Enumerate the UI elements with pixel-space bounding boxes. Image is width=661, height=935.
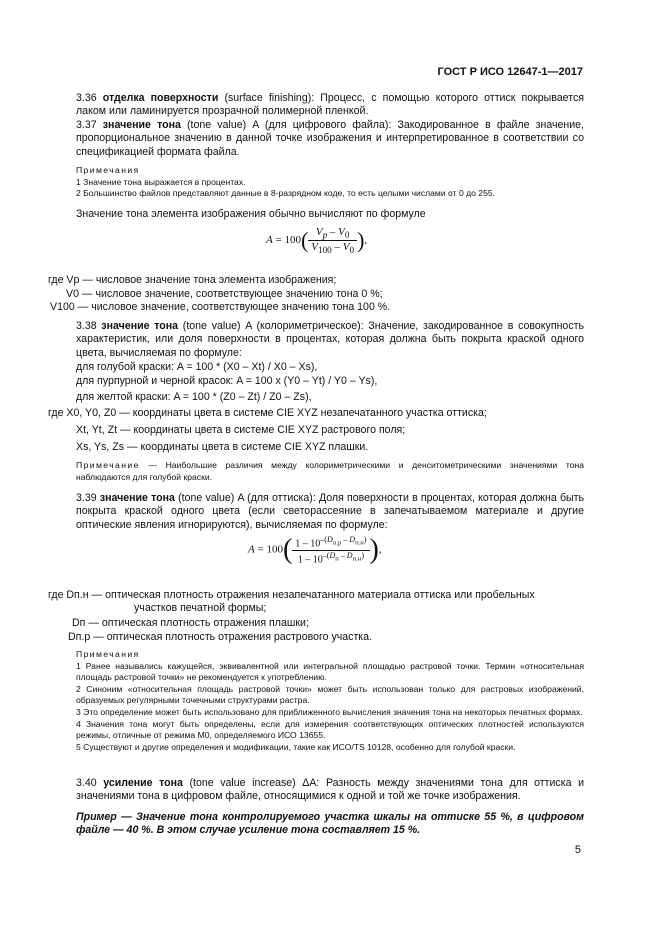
clause-3-39: 3.39 значение тона (tone value) A (для оттиска): Доля поверхности в процентах, которая должна быть покрыта краской одного цвета (если светорассеяние в запечатываемом материале и другие оптические явления игнорируются), вычисляемая по формуле: (76, 492, 584, 531)
where-xyz0: где X0, Y0, Z0 — координаты цвета в системе CIE XYZ незапечатанного участка оттиска; (48, 407, 487, 419)
formula-digital-tone: A = 100( $\frac{V_p - V_0}{V_{100} - V_0}$ ), (266, 226, 368, 256)
where-dpr: Dп.р — оптическая плотность отражения растрового участка. (68, 631, 373, 643)
example-text: Пример — Значение тона контролируемого участка шкалы на оттиске 55 %, в цифровом файле — 40 %. В этом случае усиление тона составляет 15 %. (76, 811, 584, 837)
clause-3-40: 3.40 усиление тона (tone value increase) ΔA: Разность между значениями тона для оттиска и значениями тона в цифровом файле, относящимися к одной и той же точке изображения. (76, 777, 584, 803)
standard-header: ГОСТ Р ИСО 12647-1—2017 (437, 66, 583, 78)
clause-3-38: 3.38 значение тона (tone value) A (колориметрическое): Значение, закодированное в совокупность характеристик, или доля поверхности в процентах, которая должна быть покрыта краской одного цвета, вычисляемая по формуле: (76, 320, 584, 359)
page-number: 5 (574, 844, 581, 856)
formula-yellow: для желтой краски: A = 100 * (Z0 – Zt) / Z0 – Zs), (76, 391, 312, 403)
formula-cyan: для голубой краски: A = 100 * (X0 – Xt) / X0 – Xs), (76, 361, 318, 373)
formula-print-tone: A = 100( $\frac{1 - 10^{-(D_{п.р} - D_{п.н})}}{1 - 10^{-(D_п - D_{п.н})}}$ ), (248, 534, 382, 565)
formula-intro: Значение тона элемента изображения обычно вычисляют по формуле (76, 208, 426, 220)
where-v0: V0 — числовое значение, соответствующее значению тона 0 %; (66, 288, 383, 300)
where-dpn-cont: участков печатной формы; (134, 602, 267, 614)
formula-magenta-black: для пурпурной и черной красок: A = 100 x (Y0 – Yt) / Y0 – Ys), (76, 375, 378, 387)
notes-block-1: Примечания 1 Значение тона выражается в процентах. 2 Большинство файлов представляют данные в 8-разрядном коде, то есть целыми числами от 0 до 255. (76, 165, 496, 199)
note-colorimetric: Примечание — Наибольшие различия между колориметрическими и денситометрическими значениями тона наблюдаются для голубой краски. (76, 460, 584, 482)
notes-block-3: Примечания 1 Ранее назывались кажущейся, эквивалентной или интегральной площадью растровой точки. Термин «относительная площадь растровой точки» не рекомендуется к употреблению. 2 Синоним «относительная площадь растровой точки» может быть использован только для растровых изображений, образуемых регулярными точечными структурами растра. 3 Это определение может быть использовано для приближенного вычисления значения тона на некоторых печатных формах. 4 Значения тона могут быть определены, если для измерения соответствующих оптических плотностей используются режимы, отличные от режима М0, определяемого ИСО 13655. 5 Существуют и другие определения и модификации, такие как ИСО/TS 10128, особенно для голубой краски. (76, 649, 584, 752)
where-xyzt: Xt, Yt, Zt — координаты цвета в системе CIE XYZ растрового поля; (76, 424, 406, 436)
clause-3-36: 3.36 отделка поверхности (surface finishing): Процесс, с помощью которого оттиск покрывается лаком или ламинируется прозрачной полимерной пленкой. (76, 92, 584, 118)
where-vp: где Vp — числовое значение тона элемента изображения; (48, 274, 337, 286)
clause-3-37: 3.37 значение тона (tone value) A (для цифрового файла): Закодированное в файле значение, пропорциональное значению в данной точке изображения и интерпретированное в соответствии со спецификацией формата файла. (76, 119, 584, 158)
where-dpn: где Dп.н — оптическая плотность отражения незапечатанного материала оттиска или пробельных (48, 589, 535, 601)
where-xyzs: Xs, Ys, Zs — координаты цвета в системе CIE XYZ плашки. (76, 441, 369, 453)
where-v100: V100 — числовое значение, соответствующее значению тона 100 %. (50, 301, 391, 313)
where-dp: Dп — оптическая плотность отражения плашки; (72, 617, 309, 629)
